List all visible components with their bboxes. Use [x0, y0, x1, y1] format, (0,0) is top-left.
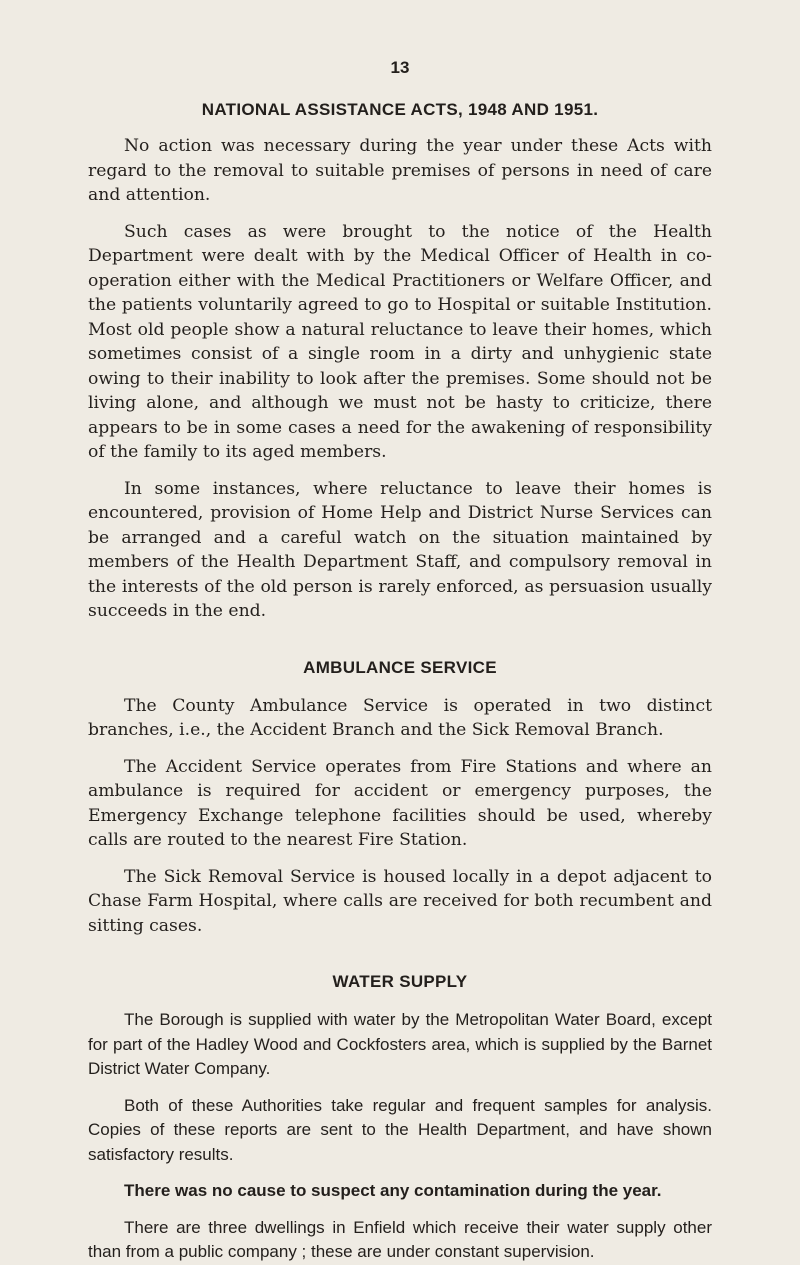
paragraph: No action was necessary during the year under these Acts with regard to the removal to suitable premises of persons in need of care and attention. [88, 136, 712, 205]
section-heading-ambulance-service: AMBULANCE SERVICE [303, 657, 497, 677]
section-heading-water-supply: WATER SUPPLY [332, 972, 468, 991]
page-number: 13 [390, 58, 410, 77]
section-heading-national-assistance: NATIONAL ASSISTANCE ACTS, 1948 AND 1951. [201, 100, 599, 119]
paragraph: In some instances, where reluctance to leave their homes is encountered, provision of Home Help and District Nurse Services can be arranged and a careful watch on the situation maintained by members of the Health Department Staff, and compulsory removal in the interests of the old person is rarely enforced, as persuasion usually succeeds in the end. [88, 478, 712, 621]
paragraph: There was no cause to suspect any contamination during the year. [124, 1181, 662, 1200]
paragraph: The Borough is supplied with water by the Metropolitan Water Board, except for part of the Hadley Wood and Cockfosters area, which is supplied by the Barnet District Water Company. [88, 1010, 712, 1078]
paragraph: Both of these Authorities take regular and frequent samples for analysis. Copies of these reports are sent to the Health Department, and have shown satisfactory results. [88, 1095, 712, 1164]
paragraph: The Sick Removal Service is housed locally in a depot adjacent to Chase Farm Hospital, where calls are received for both recumbent and sitting cases. [88, 866, 712, 936]
paragraph: The Accident Service operates from Fire Stations and where an ambulance is required for accident or emergency purposes, the Emergency Exchange telephone facilities should be used, whereby calls are routed to the nearest Fire Station. [88, 756, 712, 850]
paragraph: Such cases as were brought to the notice of the Health Department were dealt with by the Medical Officer of Health in co-operation either with the Medical Practitioners or Welfare Officer, and the patients voluntarily agreed to go to Hospital or suitable Institution. Most old people show a natural reluctance to leave their homes, which sometimes consist of a single room in a dirty and unhygienic state owing to their inability to look after the premises. Some should not be living alone, and although we must not be hasty to criticize, there appears to be in some cases a need for the awakening of responsibility of the family to its aged members. [88, 221, 712, 462]
paragraph: There are three dwellings in Enfield which receive their water supply other than from a public company ; these are under constant supervision. [88, 1217, 712, 1261]
paragraph: The County Ambulance Service is operated in two distinct branches, i.e., the Accident Branch and the Sick Removal Branch. [88, 695, 712, 740]
